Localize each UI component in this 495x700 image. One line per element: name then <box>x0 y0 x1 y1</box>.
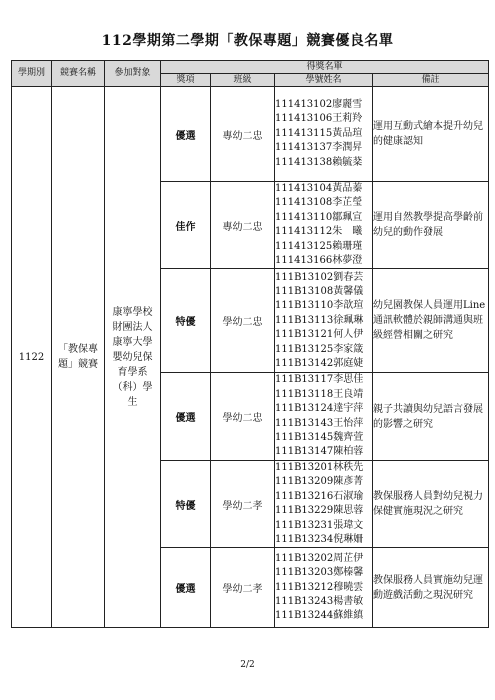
prize-cell: 優選 <box>161 548 211 628</box>
class-cell: 學幼二孝 <box>211 460 275 547</box>
student-entry: 111413106王莉羚 <box>275 113 363 125</box>
class-cell: 專幼二忠 <box>211 87 275 182</box>
awards-table <box>11 60 489 628</box>
student-entry: 111B13234倪琳姍 <box>275 533 364 545</box>
student-entry: 111B13244蘇維縝 <box>275 610 364 622</box>
student-entry: 111413108李芷瑩 <box>275 197 363 209</box>
student-entry: 111B13118王良靖 <box>275 388 364 400</box>
students-cell <box>275 460 373 547</box>
class-cell: 學幼二忠 <box>211 269 275 373</box>
page-title: 112學期第二學期「教保專題」競賽優良名單 <box>101 33 394 49</box>
note-cell: 教保服務人員實施幼兒運動遊戲活動之現況研究 <box>373 548 489 628</box>
class-cell: 學幼二孝 <box>211 548 275 628</box>
student-entry: 111B13142郭庭婕 <box>275 357 364 369</box>
students-cell <box>275 269 373 373</box>
semester-cell: 1122 <box>12 87 52 628</box>
student-entry: 111413104黃品蓁 <box>275 183 363 194</box>
student-entry: 111B13243楊書敏 <box>275 596 364 608</box>
student-entry: 111B13229陳思蓉 <box>275 505 364 517</box>
page-number: 2/2 <box>240 660 255 670</box>
student-entry: 111413125賴珊瑾 <box>275 240 363 252</box>
student-entry: 111B13203鄭榛馨 <box>275 567 364 579</box>
student-entry: 111B13113徐珮琳 <box>275 314 364 326</box>
student-entry: 111B13202周芷伊 <box>275 552 364 564</box>
class-cell: 專幼二忠 <box>211 182 275 269</box>
students-cell <box>275 182 373 269</box>
student-entry: 111B13201林秩先 <box>275 461 364 473</box>
header-semester: 學期別 <box>12 61 52 87</box>
student-entry: 111413115黃品瑄 <box>275 127 363 139</box>
header-student: 學號姓名 <box>275 74 373 87</box>
prize-cell: 特優 <box>161 460 211 547</box>
note-cell: 幼兒園教保人員運用Line通訊軟體於親師溝通與班級經營相關之研究 <box>373 269 489 373</box>
header-winners: 得獎名單 <box>161 61 489 74</box>
student-entry: 111B13147陳柏蓉 <box>275 446 364 458</box>
student-entry: 111B13216石淑瑜 <box>275 490 364 502</box>
note-cell: 教保服務人員對幼兒視力保健實施現況之研究 <box>373 460 489 547</box>
header-competition: 競賽名稱 <box>52 61 105 87</box>
students-cell <box>275 548 373 628</box>
student-entry: 111B13125李家箴 <box>275 343 364 355</box>
student-entry: 111B13117李思佳 <box>275 374 364 386</box>
header-class: 班級 <box>211 74 275 87</box>
student-entry: 111B13212穆曉雲 <box>275 581 364 593</box>
students-cell <box>275 87 373 182</box>
note-cell: 運用自然教學提高學齡前幼兒的動作發展 <box>373 182 489 269</box>
class-cell: 學幼二忠 <box>211 373 275 460</box>
student-entry: 111B13124達宇萍 <box>275 403 364 415</box>
note-cell: 親子共讀與幼兒語言發展的影響之研究 <box>373 373 489 460</box>
student-entry: 111B13110李歆瑄 <box>275 300 364 312</box>
prize-cell: 優選 <box>161 373 211 460</box>
student-entry: 111413137李潤昇 <box>275 142 363 154</box>
competition-cell: 「教保專題」競賽 <box>52 87 105 628</box>
prize-cell: 特優 <box>161 269 211 373</box>
student-entry: 111413112朱 曦 <box>275 226 363 238</box>
note-cell: 運用互動式繪本提升幼兒的健康認知 <box>373 87 489 182</box>
prize-cell: 優選 <box>161 87 211 182</box>
header-participants: 參加對象 <box>105 61 161 87</box>
student-entry: 111413166林夢澄 <box>275 255 363 267</box>
student-entry: 111B13108黃馨儀 <box>275 285 364 297</box>
student-entry: 111B13209陳彥菁 <box>275 476 364 488</box>
awards-body <box>12 87 489 628</box>
prize-cell: 佳作 <box>161 182 211 269</box>
participants-cell: 康寧學校財團法人康寧大學嬰幼兒保育學系（科）學生 <box>105 87 161 628</box>
student-entry: 111B13143王怡萍 <box>275 417 364 429</box>
student-entry: 111B13102劉春芸 <box>275 271 364 283</box>
student-entry: 111413138賴毓棻 <box>275 156 363 168</box>
student-entry: 111B13121何人伊 <box>275 329 364 341</box>
header-note: 備註 <box>373 74 489 87</box>
student-entry: 111413110鄒珮宣 <box>275 211 363 223</box>
student-entry: 111B13231張瑋文 <box>275 519 364 531</box>
header-prize: 獎項 <box>161 74 211 87</box>
student-entry: 111B13145魏齊萱 <box>275 432 364 444</box>
students-cell <box>275 373 373 460</box>
table-row <box>12 87 489 182</box>
student-entry: 111413102廖麗雪 <box>275 98 363 110</box>
header-row-1 <box>12 61 489 74</box>
